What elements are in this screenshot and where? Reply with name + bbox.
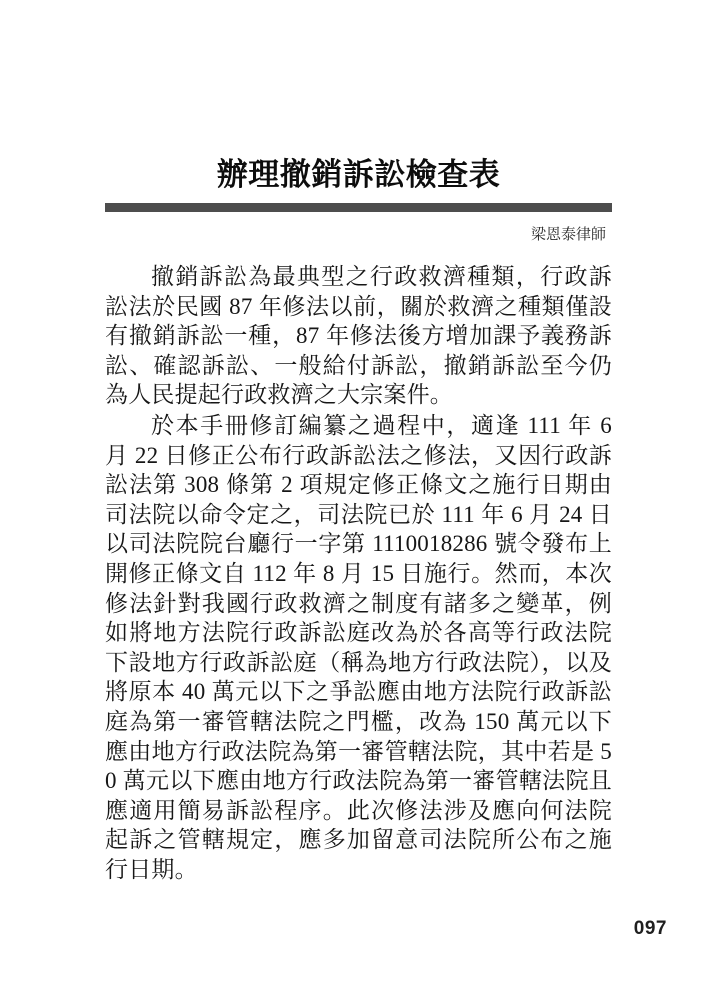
- page-title: 辦理撤銷訴訟檢查表: [216, 157, 501, 192]
- page-number: 097: [633, 918, 667, 939]
- body-paragraph: 撤銷訴訟為最典型之行政救濟種類，行政訴訟法於民國 87 年修法以前，關於救濟之種類僅設有撤銷訴訟一種，87 年修法後方增加課予義務訴訟、確認訴訟、一般給付訴訟，撤銷訴訟至今仍為人民提起行政救濟之大宗案件。: [105, 264, 612, 408]
- title-divider-rule: [105, 203, 612, 212]
- title-block: [105, 155, 612, 246]
- body-text: [105, 262, 612, 884]
- author-byline: 梁恩泰律師: [530, 227, 606, 243]
- body-paragraph: 於本手冊修訂編纂之過程中，適逢 111 年 6 月 22 日修正公布行政訴訟法之修法，又因行政訴訟法第 308 條第 2 項規定修正條文之施行日期由司法院以命令定之，司法院已於 111 年 6 月 24 日以司法院院台廳行一字第 1110018286 號令發布上開修正條文自 112 年 8 月 15 日施行。然而，本次修法針對我國行政救濟之制度有諸多之變革，例如將地方法院行政訴訟庭改為於各高等行政法院下設地方行政訴訟庭（稱為地方行政法院），以及將原本 40 萬元以下之爭訟應由地方法院行政訴訟庭為第一審管轄法院之門檻，改為 150 萬元以下應由地方行政法院為第一審管轄法院，其中若是 50 萬元以下應由地方行政法院為第一審管轄法院且應適用簡易訴訟程序。此次修法涉及應向何法院起訴之管轄規定，應多加留意司法院所公布之施行日期。: [105, 412, 612, 882]
